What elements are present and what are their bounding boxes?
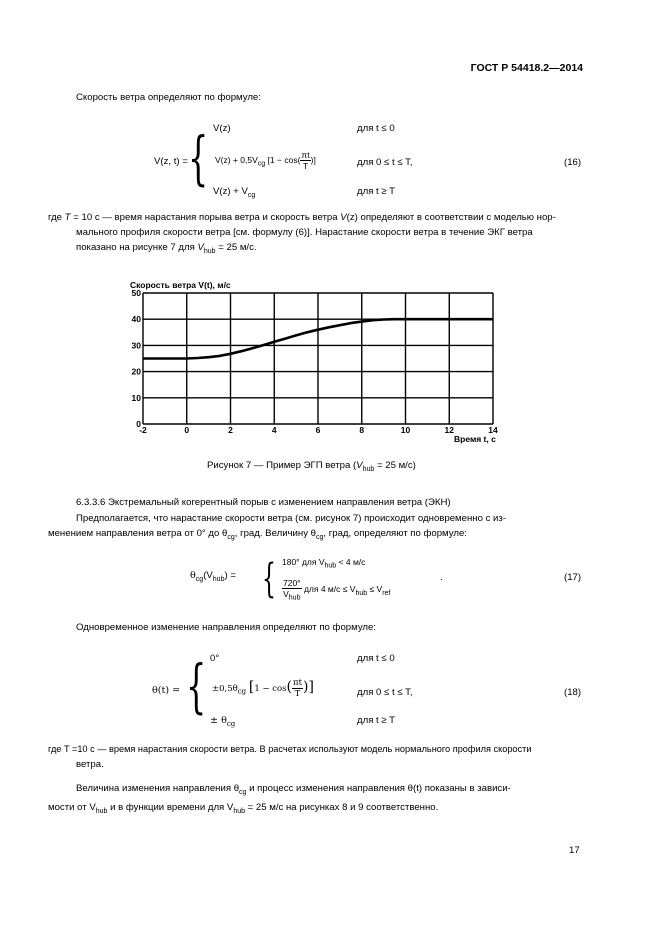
formula-16-number: (16) <box>564 157 582 168</box>
page-number: 17 <box>569 845 580 856</box>
x-tick-label: 6 <box>315 425 321 435</box>
formula-16-case3-cond: для t ≥ T <box>357 186 396 197</box>
formula-18-case1-cond: для t ≤ 0 <box>357 653 395 664</box>
final-paragraph-line-2: мости от $V_{hub}$ и в функции времени для $V_{hub} = 25$ м/с на рисунках 8 и 9 соответственно. <box>48 801 439 815</box>
x-tick-label: 14 <box>488 425 498 435</box>
formula-17-case1: 180° для $V_{hub} < 4$ м/с <box>282 557 366 570</box>
formula-16-case2-cond: для 0 ≤ t ≤ T, <box>357 157 413 168</box>
y-tick-label: 0 <box>136 419 141 429</box>
x-tick-label: 12 <box>444 425 454 435</box>
x-tick-label: 8 <box>359 425 365 435</box>
formula-18-case3: ± $\theta_{cg}$ <box>210 715 236 728</box>
final-paragraph <box>48 781 593 819</box>
formula-18-case2: $\pm 0,5\theta_{cg}$ [1 − cos( $\frac{\pi t}{T}$ )] <box>212 678 314 699</box>
chart-x-axis-label: Время t, с <box>454 434 496 444</box>
explanation-18-line-2: ветра. <box>76 759 104 770</box>
formula-17-dot: . <box>440 572 443 583</box>
section-title: 6.3.3.6 Экстремальный когерентный порыв с изменением направления ветра (ЭКН) <box>76 497 451 508</box>
x-tick-label: 2 <box>228 425 233 435</box>
y-tick-label: 40 <box>131 314 141 325</box>
formula-17-case2: $\frac{720^\circ}{V_{hub}}$ для 4 $м/с \le V_{hub} \le V_{ref}$ <box>283 578 391 602</box>
section-paragraph-line-2: менением направления ветра от 0° до $\theta_{cg}$, град. Величину $\theta_{cg}$, град, определяют по формуле: <box>48 528 467 541</box>
chart-x-ticks <box>139 425 498 435</box>
section-paragraph-line-1: Предполагается, что нарастание скорости ветра (см. рисунок 7) происходит одновременно с из- <box>76 513 507 524</box>
x-tick-label: 10 <box>400 425 411 435</box>
formula-16-case1-cond: для t ≤ 0 <box>357 123 395 134</box>
chart-title: Скорость ветра V(t), м/с <box>130 280 231 290</box>
section-paragraph <box>48 511 593 545</box>
formula-16-intro: Скорость ветра определяют по формуле: <box>76 92 261 103</box>
formula-17-lhs: $\theta_{cg}(V_{hub})$ = <box>190 570 236 583</box>
y-tick-label: 50 <box>131 288 141 298</box>
document-id: ГОСТ Р 54418.2—2014 <box>470 62 583 74</box>
explanation-16-line-2: мального профиля скорости ветра [см. формулу (6)]. Нарастание скорости ветра в течение ЭКГ ветра <box>76 227 533 238</box>
formula-18-case1: 0° <box>210 653 220 664</box>
x-tick-label: 0 <box>184 425 190 435</box>
y-tick-label: 10 <box>131 392 141 403</box>
formula-18-intro: Одновременное изменение направления определяют по формуле: <box>76 622 377 633</box>
formula-18-case2-cond: для 0 ≤ t ≤ T, <box>357 687 413 698</box>
final-paragraph-line-1: Величина изменения направления $\theta_{cg}$ и процесс изменения направления θ(t) показаны в зависи- <box>76 783 511 796</box>
formula-16-brace: { <box>188 124 209 192</box>
explanation-16-line-1: где T = 10 с — время нарастания порыва ветра и скорость ветра V(z) определяют в соответствии с моделью нор- <box>48 212 556 223</box>
figure-7-caption: Рисунок 7 — Пример ЭГП ветра ($V_{hub} = 25$ м/с) <box>207 460 416 473</box>
formula-16-case3: $V(z) + V_{cg}$ <box>213 186 256 199</box>
formula-17-brace: { <box>262 556 276 602</box>
y-tick-label: 20 <box>131 366 141 377</box>
chart-y-ticks <box>132 288 142 429</box>
formula-18-explanation <box>48 742 593 772</box>
x-tick-label: -2 <box>139 425 147 435</box>
formula-18-case3-cond: для t ≥ T <box>357 715 396 726</box>
explanation-16-line-3: показано на рисунке 7 для $V_{hub} = 25$ м/с. <box>76 242 257 255</box>
formula-16-case1: V(z) <box>213 123 231 134</box>
x-tick-label: 4 <box>271 425 277 435</box>
formula-16-lhs: V(z, t) = <box>154 156 188 167</box>
formula-16-case2: $V(z) + 0,5V_{cg}$ [1 − cos( $\frac{\pi t}{T}$ )] <box>215 150 316 171</box>
y-tick-label: 30 <box>131 340 141 351</box>
formula-18-number: (18) <box>564 687 582 698</box>
formula-17-number: (17) <box>564 572 582 583</box>
formula-18-brace: { <box>186 652 207 720</box>
formula-18-lhs: θ(t) = <box>152 685 181 696</box>
explanation-18-line-1: где T =10 с — время нарастания скорости ветра. В расчетах используют модель нормального профиля скорости <box>48 744 532 754</box>
